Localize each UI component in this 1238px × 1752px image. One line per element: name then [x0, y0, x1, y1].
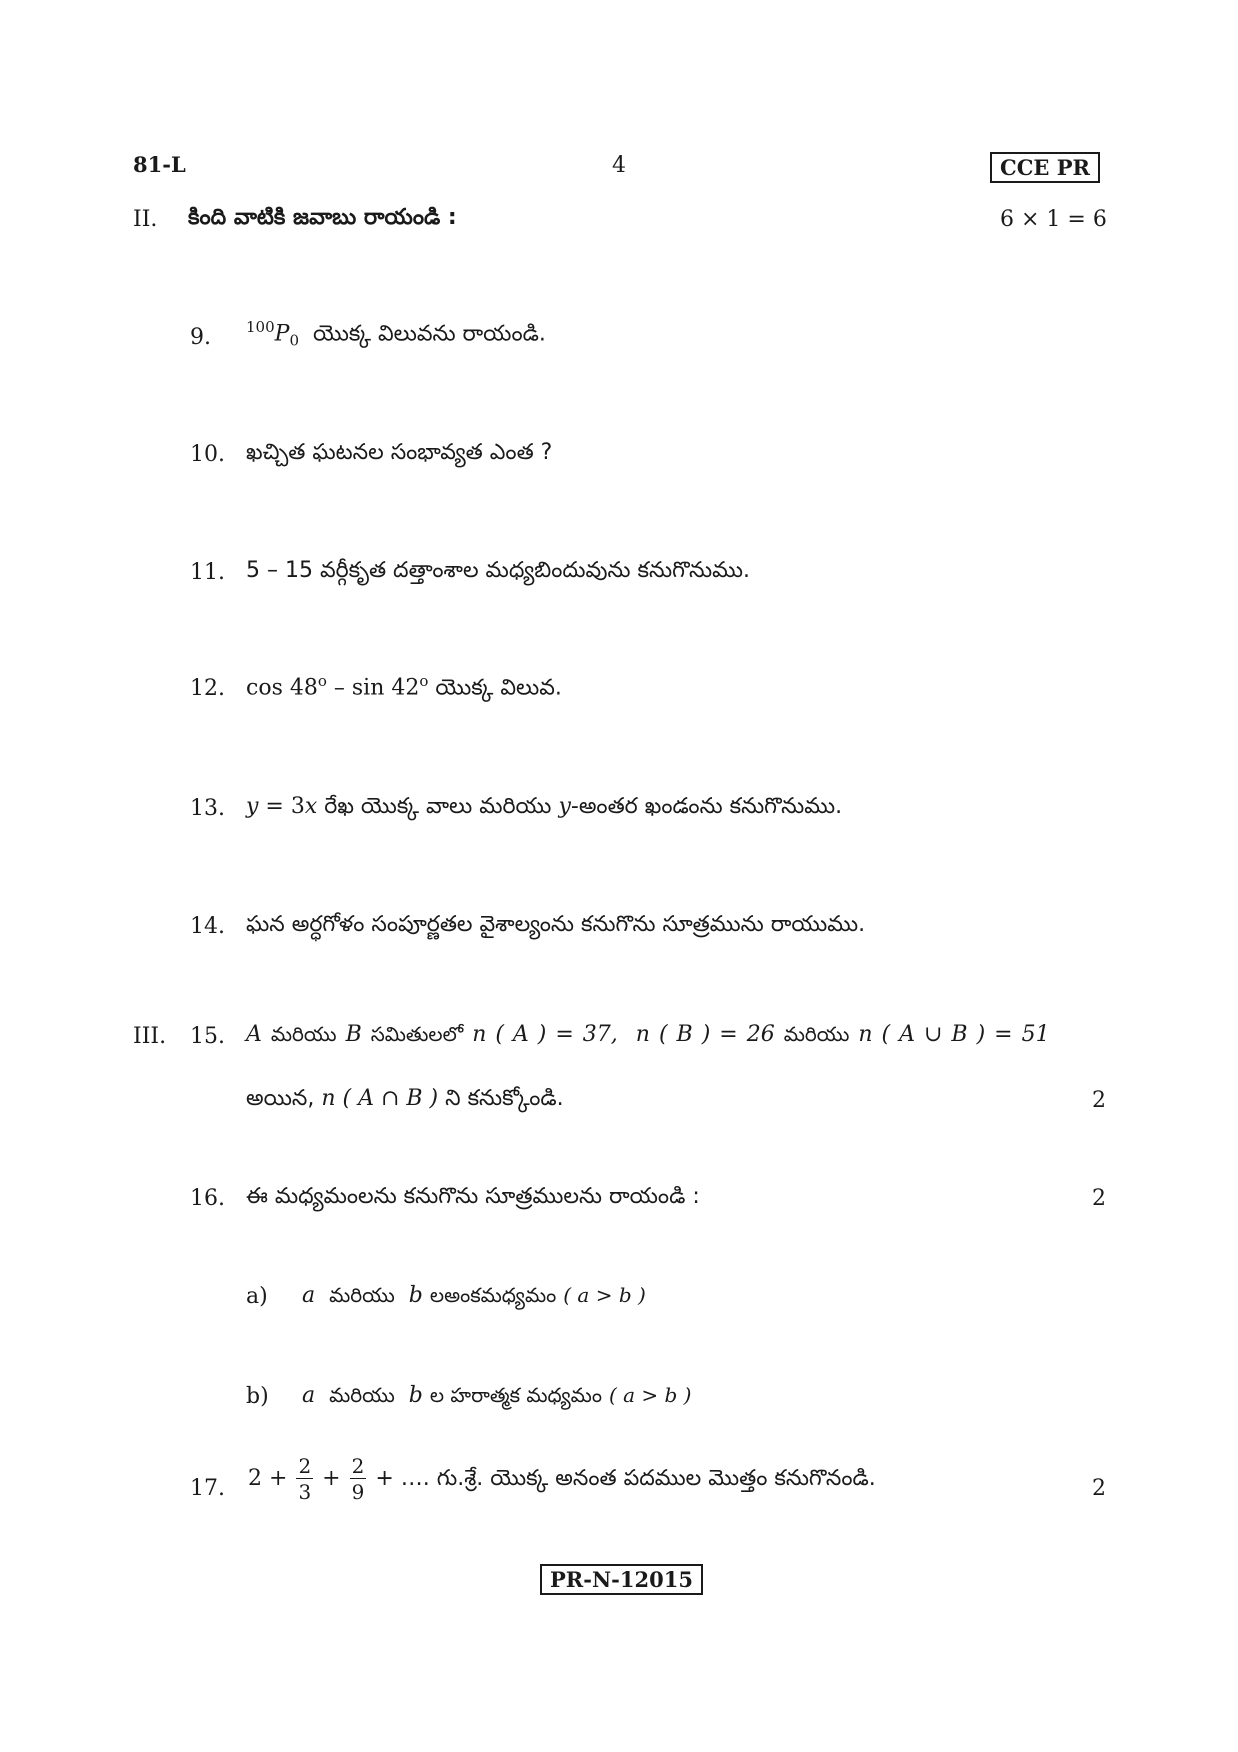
q16a-and: మరియు — [329, 1283, 395, 1307]
q16-number: 16. — [190, 1186, 225, 1211]
q16b-text — [302, 1383, 692, 1412]
q11-number: 11. — [190, 560, 225, 585]
q16a-text — [302, 1283, 646, 1312]
q16-text: ఈ మధ్యమంలను కనుగొను సూత్రములను రాయండి : — [246, 1184, 700, 1209]
q13-yvar: y — [558, 794, 571, 819]
q12-cos: cos 48 — [246, 675, 318, 701]
q15-na: n ( A ) = 37, — [472, 1022, 618, 1047]
q15-line2 — [246, 1086, 564, 1116]
q15-sets: సమితులలో — [370, 1022, 464, 1046]
section-two-roman: II. — [133, 207, 158, 232]
section-three-roman: III. — [133, 1024, 167, 1049]
q9-var: P — [274, 321, 290, 347]
q16a-telugu: లఅంకమధ్యమం — [429, 1283, 557, 1307]
q16b-condition: ( a > b ) — [608, 1383, 692, 1407]
q9-text — [246, 318, 546, 351]
q16a-var-a: a — [302, 1283, 316, 1308]
q17-f1-den: 3 — [298, 1480, 312, 1504]
q17-text — [248, 1456, 876, 1502]
q17-tail: + …. గు.శ్రే. యొక్క అనంత పదముల మొత్తం కనుగొనండి. — [375, 1466, 876, 1491]
page-number: 4 — [612, 153, 626, 178]
q11-text: 5 – 15 వర్గీకృత దత్తాంశాల మధ్యబిందువును కనుగొనుము. — [246, 558, 750, 583]
q10-text: ఖచ్చిత ఘటనల సంభావ్యత ఎంత ? — [246, 440, 553, 465]
q12-text — [246, 672, 562, 705]
q16b-var-a: a — [302, 1383, 316, 1408]
q13-number: 13. — [190, 796, 225, 821]
q12-telugu: యొక్క విలువ. — [435, 675, 562, 701]
section-two-marks: 6 × 1 = 6 — [1000, 207, 1107, 232]
q17-fraction-1 — [296, 1456, 313, 1502]
q13-telugu-1: రేఖ యొక్క వాలు మరియు — [324, 794, 552, 819]
q13-telugu-2: -అంతర ఖండంను కనుగొనుము. — [570, 794, 843, 819]
q9-telugu: యొక్క విలువను రాయండి. — [313, 321, 546, 347]
q13-y: y — [246, 794, 259, 819]
q9-number: 9. — [190, 325, 211, 350]
q15-set-b: B — [345, 1022, 362, 1047]
q15-and: మరియు — [270, 1022, 337, 1046]
q17-f2-num: 2 — [351, 1454, 365, 1478]
q15-naub: n ( A ∪ B ) = 51 — [858, 1022, 1050, 1047]
q16a-label: a) — [246, 1284, 268, 1309]
cce-pr-badge: CCE PR — [990, 152, 1100, 183]
footer-code: PR-N-12015 — [540, 1564, 703, 1595]
q17-two: 2 + — [248, 1466, 288, 1491]
q17-marks: 2 — [1092, 1476, 1106, 1501]
q15-nb: n ( B ) = 26 — [635, 1022, 775, 1047]
q15-nanb: n ( A ∩ B ) — [321, 1086, 439, 1111]
q17-f2-den: 9 — [351, 1480, 365, 1504]
q16b-and: మరియు — [329, 1383, 395, 1407]
q14-text: ఘన అర్ధగోళం సంపూర్ణతల వైశాల్యంను కనుగొను సూత్రమును రాయుము. — [246, 912, 866, 937]
q12-deg2: o — [419, 672, 429, 690]
q9-sub: 0 — [289, 331, 299, 350]
q15-line1 — [246, 1022, 1050, 1051]
q13-x: x — [304, 794, 318, 819]
q16a-condition: ( a > b ) — [563, 1283, 646, 1307]
q15-marks: 2 — [1092, 1088, 1106, 1113]
q15-and-2: మరియు — [783, 1022, 850, 1046]
section-two-instruction: కింది వాటికి జవాబు రాయండి : — [188, 205, 457, 230]
q16b-var-b: b — [408, 1383, 423, 1408]
q9-sup: 100 — [246, 318, 275, 336]
q17-f1-num: 2 — [298, 1454, 312, 1478]
q15-number: 15. — [190, 1024, 225, 1049]
q12-sin: – sin 42 — [326, 675, 420, 701]
q15-line2-post: ని కనుక్కోండి. — [445, 1086, 564, 1111]
q16b-label: b) — [246, 1384, 269, 1409]
q13-text — [246, 794, 842, 824]
q12-number: 12. — [190, 676, 225, 701]
q10-number: 10. — [190, 442, 225, 467]
q15-line2-pre: అయిన, — [246, 1086, 315, 1111]
q16a-var-b: b — [408, 1283, 423, 1308]
q12-deg1: o — [317, 672, 327, 690]
q17-fraction-2 — [350, 1456, 367, 1502]
q15-set-a: A — [246, 1022, 262, 1047]
q16b-telugu: ల హరాత్మక మధ్యమం — [429, 1383, 602, 1407]
q17-plus: + — [322, 1466, 341, 1491]
paper-code: 81-L — [133, 152, 186, 177]
q17-number: 17. — [190, 1476, 225, 1501]
q14-number: 14. — [190, 914, 225, 939]
q13-eq: = 3 — [258, 794, 305, 819]
q16-marks: 2 — [1092, 1186, 1106, 1211]
